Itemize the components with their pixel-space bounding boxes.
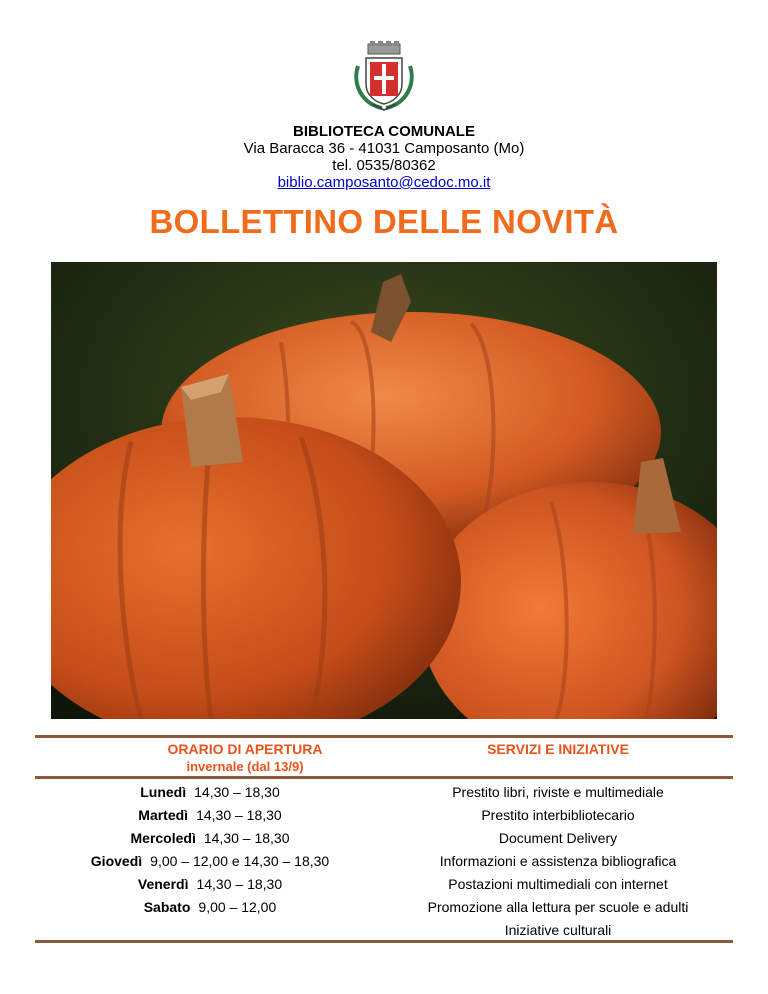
list-item: [0, 850, 420, 873]
day-label: Martedì: [138, 807, 189, 823]
day-label: Lunedì: [140, 784, 187, 800]
top-divider: [35, 735, 733, 738]
list-item: [0, 781, 420, 804]
time-label: 14,30 – 18,30: [194, 784, 280, 800]
pumpkins-photo: [51, 262, 717, 719]
hours-list: [0, 781, 420, 919]
time-label: 14,30 – 18,30: [196, 807, 282, 823]
hours-heading: ORARIO DI APERTURA: [167, 741, 323, 757]
list-item: Prestito interbibliotecario: [481, 807, 635, 823]
list-item: Promozione alla lettura per scuole e adulti: [427, 899, 689, 915]
list-item: [0, 896, 420, 919]
day-label: Mercoledì: [130, 830, 196, 846]
day-label: Giovedì: [90, 853, 143, 869]
day-label: Venerdì: [137, 876, 189, 892]
municipal-crest-icon: [348, 40, 420, 112]
list-item: [0, 873, 420, 896]
time-label: 14,30 – 18,30: [203, 830, 290, 846]
list-item: Informazioni e assistenza bibliografica: [439, 853, 677, 869]
time-label: 9,00 – 12,00: [198, 899, 277, 915]
list-item: Document Delivery: [498, 830, 618, 846]
page-title: BOLLETTINO DELLE NOVITÀ: [149, 203, 619, 240]
list-item: Postazioni multimediali con internet: [448, 876, 668, 892]
bottom-divider: [35, 940, 733, 943]
library-header: [0, 123, 768, 191]
library-email-link[interactable]: biblio.camposanto@cedoc.mo.it: [277, 174, 491, 191]
list-item: [0, 827, 420, 850]
services-heading-block: [383, 741, 733, 757]
list-item: [0, 804, 420, 827]
hours-subheading: invernale (dal 13/9): [186, 759, 304, 774]
list-item: Prestito libri, riviste e multimediale: [452, 784, 664, 800]
middle-divider: [35, 776, 733, 779]
time-label: 9,00 – 12,00 e 14,30 – 18,30: [150, 853, 330, 869]
services-heading: SERVIZI E INIZIATIVE: [487, 741, 629, 757]
time-label: 14,30 – 18,30: [196, 876, 283, 892]
services-list: [383, 781, 733, 942]
library-address: Via Baracca 36 - 41031 Camposanto (Mo): [243, 140, 525, 157]
list-item: Iniziative culturali: [504, 922, 612, 938]
library-phone: tel. 0535/80362: [332, 157, 436, 174]
library-name: BIBLIOTECA COMUNALE: [293, 123, 475, 140]
day-label: Sabato: [143, 899, 191, 915]
